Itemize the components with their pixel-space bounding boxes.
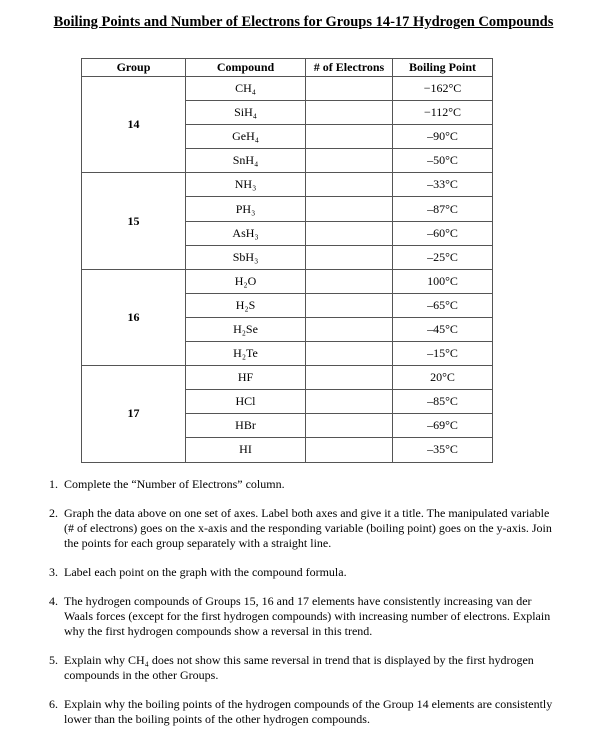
header-group: Group [82,59,186,77]
boiling-point-cell: –60°C [393,221,493,245]
boiling-point-cell: –15°C [393,342,493,366]
boiling-point-cell: 100°C [393,269,493,293]
compound-cell: HCl [186,390,306,414]
table-header-row [82,59,493,77]
question-item [40,506,560,551]
boiling-point-cell: –65°C [393,293,493,317]
compound-cell: SnH₄ [186,149,306,173]
boiling-point-cell: –45°C [393,317,493,341]
electrons-cell[interactable] [306,149,393,173]
question-number: 3. [49,565,58,579]
table-row [82,366,493,390]
question-list [40,477,560,741]
compound-cell: GeH₄ [186,125,306,149]
header-boiling-point: Boiling Point [393,59,493,77]
question-item [40,565,560,580]
boiling-point-cell: –85°C [393,390,493,414]
group-number-cell: 16 [82,269,186,365]
header-electrons: # of Electrons [306,59,393,77]
compound-cell: H₂Te [186,342,306,366]
question-item [40,594,560,639]
electrons-cell[interactable] [306,293,393,317]
boiling-point-cell: –33°C [393,173,493,197]
electrons-cell[interactable] [306,101,393,125]
header-compound: Compound [186,59,306,77]
electrons-cell[interactable] [306,366,393,390]
compound-cell: AsH₃ [186,221,306,245]
question-item [40,697,560,727]
boiling-point-cell: 20°C [393,366,493,390]
compound-cell: PH₃ [186,197,306,221]
compound-cell: SbH₃ [186,245,306,269]
question-number: 1. [49,477,58,491]
question-number: 5. [49,653,58,667]
compound-cell: SiH₄ [186,101,306,125]
boiling-point-cell: –87°C [393,197,493,221]
table-body [82,77,493,463]
boiling-point-cell: −112°C [393,101,493,125]
group-number-cell: 15 [82,173,186,269]
compound-cell: HI [186,438,306,462]
document-title: Boiling Points and Number of Electrons for Groups 14-17 Hydrogen Compounds [53,14,554,30]
question-text: Label each point on the graph with the compound formula. [64,565,347,579]
boiling-point-cell: –50°C [393,149,493,173]
electrons-cell[interactable] [306,173,393,197]
boiling-points-table [81,58,493,463]
table-row [82,269,493,293]
question-number: 4. [49,594,58,608]
electrons-cell[interactable] [306,342,393,366]
group-number-cell: 17 [82,366,186,462]
question-item [40,653,560,683]
compound-cell: H₂Se [186,317,306,341]
table-row [82,173,493,197]
question-text: Explain why the boiling points of the hydrogen compounds of the Group 14 elements are consistently lower than the boiling points of the other hydrogen compounds. [64,697,553,726]
electrons-cell[interactable] [306,438,393,462]
electrons-cell[interactable] [306,77,393,101]
electrons-cell[interactable] [306,125,393,149]
electrons-cell[interactable] [306,414,393,438]
compound-cell: H₂S [186,293,306,317]
boiling-point-cell: –69°C [393,414,493,438]
question-text: Explain why CH₄ does not show this same reversal in trend that is displayed by the first hydrogen compounds in the other Groups. [64,653,534,682]
boiling-point-cell: –90°C [393,125,493,149]
compound-cell: CH₄ [186,77,306,101]
compound-cell: H₂O [186,269,306,293]
table-row [82,77,493,101]
question-text: Complete the “Number of Electrons” column. [64,477,285,491]
question-number: 6. [49,697,58,711]
boiling-point-cell: –25°C [393,245,493,269]
electrons-cell[interactable] [306,269,393,293]
electrons-cell[interactable] [306,197,393,221]
electrons-cell[interactable] [306,390,393,414]
electrons-cell[interactable] [306,221,393,245]
boiling-point-cell: –35°C [393,438,493,462]
compound-cell: HF [186,366,306,390]
question-text: Graph the data above on one set of axes. Label both axes and give it a title. The manipulated variable (# of electrons) goes on the x-axis and the responding variable (boiling point) goes on the y-axis. Join the points for each group separately with a straight line. [64,506,552,550]
compound-cell: NH₃ [186,173,306,197]
group-number-cell: 14 [82,77,186,173]
electrons-cell[interactable] [306,317,393,341]
compound-cell: HBr [186,414,306,438]
question-text: The hydrogen compounds of Groups 15, 16 and 17 elements have consistently increasing van der Waals forces (except for the first hydrogen compounds) with increasing number of electrons. Explain why the first hydrogen compounds show a reversal in this trend. [64,594,551,638]
question-item [40,477,560,492]
question-number: 2. [49,506,58,520]
boiling-point-cell: −162°C [393,77,493,101]
electrons-cell[interactable] [306,245,393,269]
